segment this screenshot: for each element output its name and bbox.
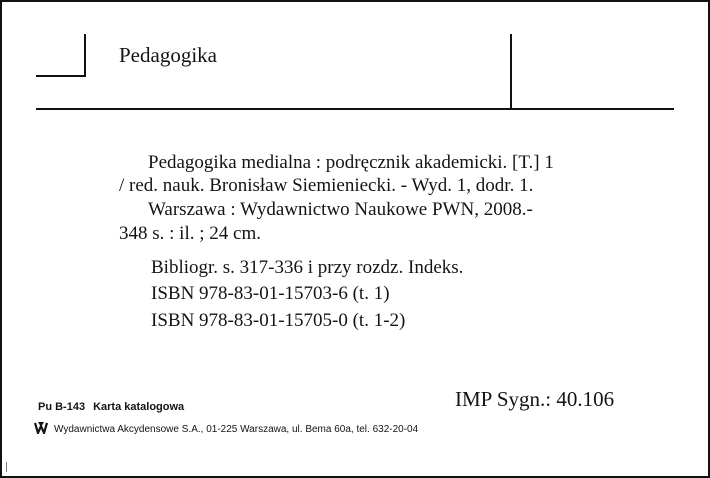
corner-mark-horizontal [36, 75, 86, 77]
entry-title-line: Pedagogika medialna : podręcznik akademicki. [T.] 1 [148, 152, 554, 173]
publisher-logo-icon [34, 421, 48, 434]
entry-bibliography-note: Bibliogr. s. 317-336 i przy rozdz. Indeks. [151, 257, 464, 278]
entry-isbn-set: ISBN 978-83-01-15705-0 (t. 1-2) [151, 310, 406, 331]
edge-mark [6, 462, 7, 472]
printer-text: Wydawnictwa Akcydensowe S.A., 01-225 Warszawa, ul. Bema 60a, tel. 632-20-04 [54, 424, 419, 435]
subject-heading: Pedagogika [119, 43, 217, 67]
form-code: Pu B-143 [38, 401, 86, 413]
form-title: Karta katalogowa [93, 401, 185, 413]
entry-publisher-line: Warszawa : Wydawnictwo Naukowe PWN, 2008.- [148, 199, 533, 220]
form-label [38, 400, 184, 414]
entry-editor-line: / red. nauk. Bronisław Siemieniecki. - Wyd. 1, dodr. 1. [119, 175, 534, 196]
entry-physical-description: 348 s. : il. ; 24 cm. [119, 223, 261, 244]
horizontal-rule [36, 108, 674, 110]
call-number: IMP Sygn.: 40.106 [455, 387, 615, 411]
vertical-rule [510, 34, 512, 110]
corner-mark-vertical [84, 34, 86, 76]
entry-isbn-volume: ISBN 978-83-01-15703-6 (t. 1) [151, 283, 390, 304]
printer-imprint [34, 421, 418, 437]
